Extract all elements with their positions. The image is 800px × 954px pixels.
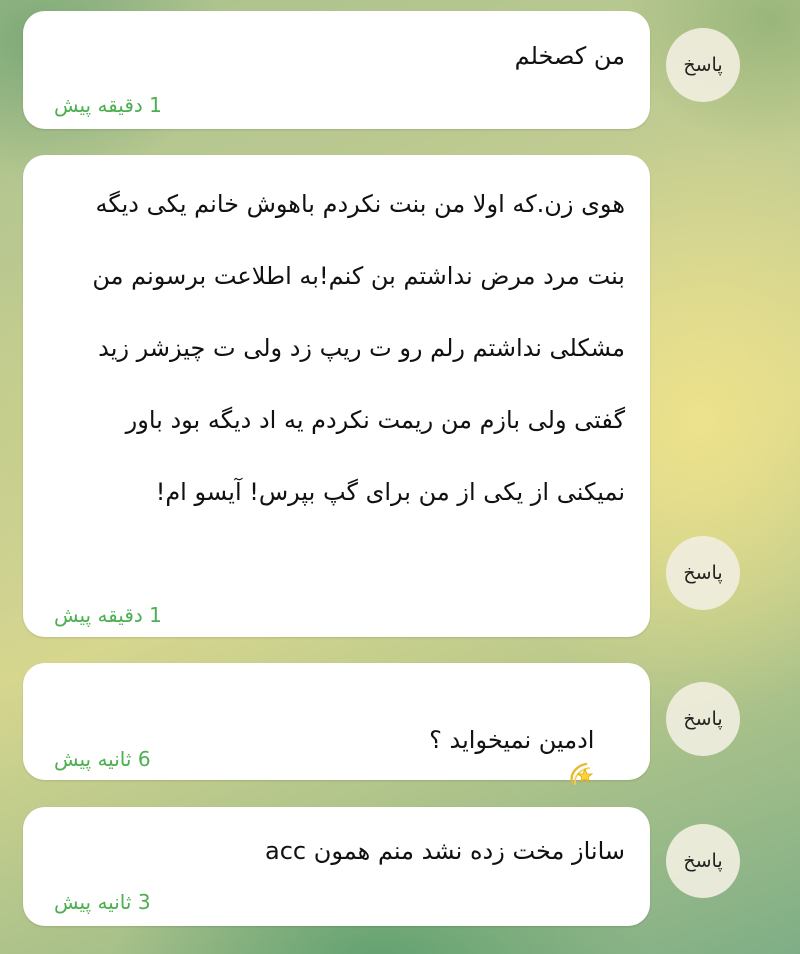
message-text: ساناز مخت زده نشد منم همون acc [265, 837, 625, 865]
reply-button[interactable]: پاسخ [666, 28, 740, 102]
message-timestamp: 1 دقیقه پیش [54, 603, 162, 627]
dizzy-star-emoji [568, 760, 594, 786]
message-bubble [23, 155, 650, 637]
message-timestamp: 6 ثانیه پیش [54, 747, 151, 771]
message-text-content: ادمین نمیخواید ؟ [429, 726, 595, 754]
message-bubble [23, 807, 650, 926]
message-timestamp: 1 دقیقه پیش [54, 93, 162, 117]
reply-button[interactable]: پاسخ [666, 536, 740, 610]
reply-button[interactable]: پاسخ [666, 682, 740, 756]
message-text: من کصخلم [514, 42, 625, 70]
message-text: هوی زن.که اولا من بنت نکردم باهوش خانم یکی دیگه بنت مرد مرض نداشتم بن کنم!به اطلاعت برسونم من مشکلی نداشتم رلم رو ت ریپ زد ولی ت چیزشر زید گفتی ولی بازم من ریمت نکردم یه اد دیگه بود باور نمیکنی از یکی از من برای گپ بپرس! آیسو ام! [84, 190, 625, 506]
message-bubble [23, 663, 650, 780]
message-timestamp: 3 ثانیه پیش [54, 890, 151, 914]
message-bubble [23, 11, 650, 129]
reply-button[interactable]: پاسخ [666, 824, 740, 898]
